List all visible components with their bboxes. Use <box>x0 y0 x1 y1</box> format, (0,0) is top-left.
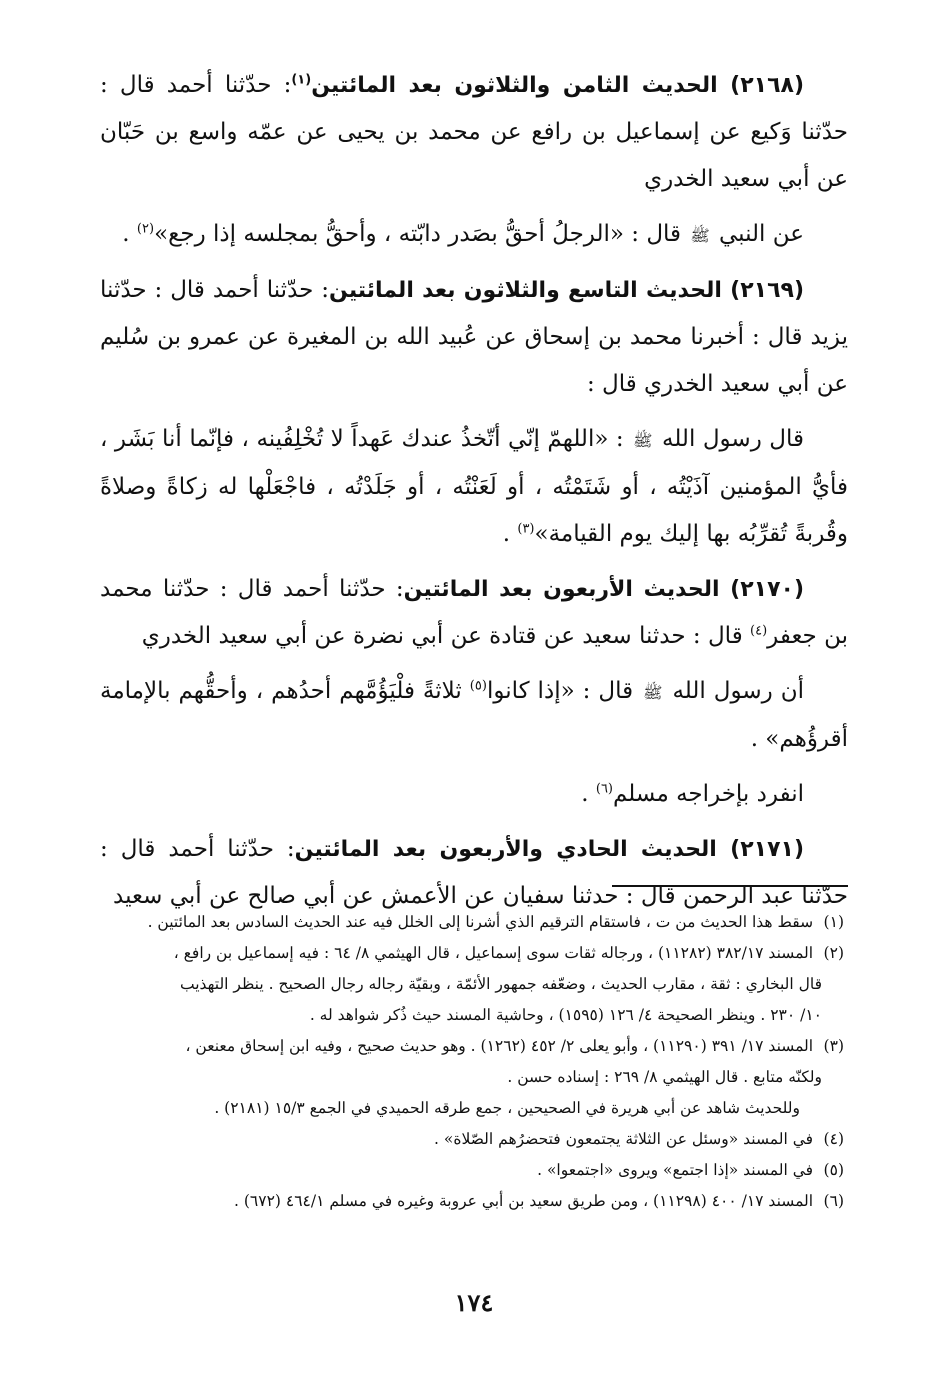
matn-end: . <box>502 521 511 547</box>
footnote-2 <box>100 938 844 969</box>
footnote-number: (٤) <box>823 1130 844 1148</box>
hadith-2169-matn <box>100 416 848 558</box>
footnotes <box>100 907 844 1217</box>
footnote-number: (١) <box>823 913 844 931</box>
footnote-3-continued <box>100 1062 844 1093</box>
footnote-4 <box>100 1124 844 1155</box>
footnote-number: (٥) <box>823 1161 844 1179</box>
hadith-2170-heading <box>404 577 804 602</box>
hadith-2170-matn <box>100 668 848 763</box>
salla-icon: ﷺ <box>643 683 663 702</box>
matn-end: . <box>122 221 130 247</box>
matn-intro: عن النبي <box>719 221 804 247</box>
hadith-lead: : حدّثنا أحمد قال : حدّثنا يزيد <box>100 277 849 350</box>
footnote-number: (٣) <box>823 1037 844 1055</box>
hadith-title: الحديث الحادي والأربعون بعد المائتين <box>294 837 717 862</box>
footnote-5 <box>100 1155 844 1186</box>
hadith-2170-isnad <box>100 566 848 660</box>
hadith-2170-note <box>100 771 848 818</box>
hadith-2171-isnad <box>100 826 848 920</box>
footnote-2-continued <box>100 1000 844 1031</box>
hadith-title: الحديث التاسع والثلاثون بعد المائتين <box>329 278 722 303</box>
footnote-6 <box>100 1186 844 1217</box>
footnote-ref[interactable]: (١) <box>291 72 312 88</box>
main-text <box>100 62 848 928</box>
footnote-ref[interactable]: (٦) <box>595 781 613 797</box>
takhrij-note: انفرد بإخراجه مسلم <box>613 781 804 807</box>
matn-intro: قال رسول الله <box>661 426 805 452</box>
salla-icon: ﷺ <box>690 226 710 245</box>
matn-text: : «اللهمّ إنّي أتّخذُ عندك عَهداً لا تُخْلِفُينه ، فإنّما أنا بَشَر ، فأيُّ المؤمنين آذَيْتُه ، أو شَتَمْتُه ، أو لَعَنْتُه ، أو جَلَدْتُه ، فاجْعَلْها له زكاةً وصلاةً وقُربةً تُقرِّبُه بها إليك يوم القيامة» <box>100 426 848 547</box>
note-end: . <box>581 781 589 807</box>
hadith-2171-heading <box>295 837 804 862</box>
matn-text: قال : «إذا كانوا <box>486 678 634 704</box>
hadith-number: (٢١٦٩) <box>730 278 805 303</box>
footnote-number: (٢) <box>823 944 844 962</box>
footnote-text: المسند ٣٨٢/١٧ (١١٢٨٢) ، ورجاله ثقات سوى إسماعيل ، قال الهيثمي ٨/ ٦٤ : فيه إسماعيل بن رافع ، <box>173 944 814 962</box>
footnote-1 <box>100 907 844 938</box>
hadith-number: (٢١٦٨) <box>730 73 804 98</box>
hadith-2168-matn <box>100 211 848 259</box>
footnote-text: في المسند «إذا اجتمع» ويروى «اجتمعوا» . <box>537 1161 814 1179</box>
footnote-ref[interactable]: (٥) <box>469 678 487 694</box>
matn-intro: أن رسول الله <box>672 678 805 704</box>
footnote-text: وللحديث شاهد عن أبي هريرة في الصحيحين ، جمع طرقه الحميدي في الجمع ١٥/٣ (٢١٨١) . <box>214 1099 800 1117</box>
hadith-number: (٢١٧١) <box>730 837 805 862</box>
footnote-2-continued <box>100 969 844 1000</box>
footnote-ref[interactable]: (٣) <box>517 521 535 537</box>
footnote-3-continued <box>100 1093 844 1124</box>
hadith-title: الحديث الثامن والثلاثون بعد المائتين <box>311 73 718 98</box>
footnote-text: في المسند «وسئل عن الثلاثة يجتمعون فتحضرُهم الصّلاة» . <box>434 1130 814 1148</box>
hadith-2169-isnad <box>100 267 848 408</box>
footnote-text: المسند ١٧/ ٤٠٠ (١١٢٩٨) ، ومن طريق سعيد بن أبي عروبة وغيره في مسلم ٤٦٤/١ (٦٧٢) . <box>234 1192 814 1210</box>
hadith-2169-heading <box>329 278 804 303</box>
footnote-3 <box>100 1031 844 1062</box>
hadith-chain: الرحمن قال : حدثنا سفيان عن الأعمش عن أبي صالح عن أبي سعيد <box>113 883 754 909</box>
footnote-text: قال البخاري : ثقة ، مقارب الحديث ، وضعّفه جمهور الأئمّة ، وبقيّة رجاله رجال الصحيح . ينظر التهذيب <box>179 975 822 993</box>
salla-icon: ﷺ <box>633 431 653 450</box>
footnote-text: المسند ١٧/ ٣٩١ (١١٢٩٠) ، وأبو يعلى ٢/ ٤٥٢ (١٢٦٢) . وهو حديث صحيح ، وفيه ابن إسحاق معنعن ، <box>185 1037 814 1055</box>
hadith-lead: : حدّثنا أحمد قال : <box>100 72 292 98</box>
hadith-lead: : حدّثنا أحمد قال : حدّثنا محمد بن جعفر <box>100 576 848 649</box>
footnote-ref[interactable]: (٢) <box>136 221 155 237</box>
matn-text: قال : «الرجلُ أحقُّ بصَدر دابّته ، وأحقُّ بمجلسه إذا رجع» <box>154 221 682 247</box>
hadith-2168-isnad <box>100 62 848 203</box>
footnote-text: ولكنّه متابع . قال الهيثمي ٨/ ٢٦٩ : إسناده حسن . <box>507 1068 822 1086</box>
page-number: ١٧٤ <box>454 1288 494 1317</box>
footnote-text: سقط هذا الحديث من ت ، فاستقام الترقيم الذي أشرنا إلى الخلل فيه عند الحديث السادس بعد المائتين . <box>147 913 814 931</box>
footnote-text: ١٠/ ٢٣٠ . وينظر الصحيحة ٤/ ١٢٦ (١٥٩٥) ، وحاشية المسند حيث ذُكر شواهد له . <box>309 1006 822 1024</box>
hadith-title: الحديث الأربعون بعد المائتين <box>403 577 720 602</box>
footnote-ref[interactable]: (٤) <box>750 623 768 639</box>
footnote-number: (٦) <box>823 1192 844 1210</box>
hadith-chain: حدّثنا وَكيع عن إسماعيل بن رافع عن محمد بن يحيى عن عمّه واسع بن حَبّان عن أبي سعيد الخدري <box>100 119 848 192</box>
footnote-separator <box>612 885 848 887</box>
hadith-2168-heading <box>291 73 804 98</box>
matn-text: ثلاثةً فلْيَؤُمَّهم أحدُهم ، وأحقُّهم بالإمامة أقرؤُهم» . <box>100 678 848 752</box>
hadith-lead: : حدّثنا أحمد قال : حدّثنا عبد <box>100 836 848 909</box>
hadith-chain: قال : حدثنا سعيد عن قتادة عن أبي نضرة عن أبي سعيد الخدري <box>141 623 743 649</box>
hadith-number: (٢١٧٠) <box>730 577 804 602</box>
hadith-chain: قال : أخبرنا محمد بن إسحاق عن عُبيد الله بن المغيرة عن عمرو بن سُليم عن أبي سعيد الخدري قال : <box>100 324 848 397</box>
